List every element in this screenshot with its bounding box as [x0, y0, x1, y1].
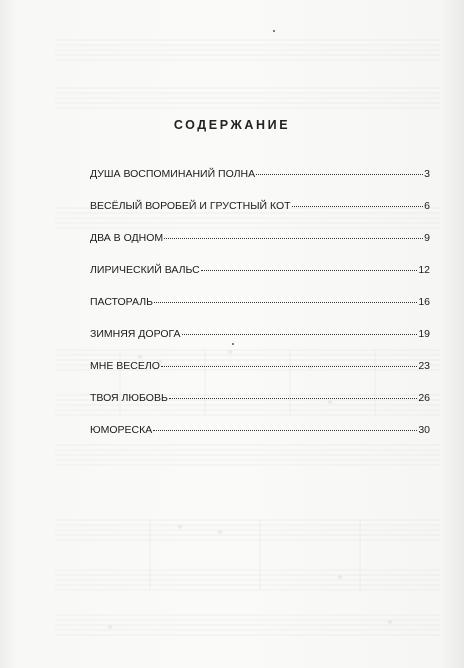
dot-leader	[169, 398, 417, 399]
dot-leader	[153, 430, 417, 431]
toc-entry-title: ТВОЯ ЛЮБОВЬ	[90, 392, 168, 404]
toc-entry-page-number: 26	[418, 392, 430, 404]
page-title: СОДЕРЖАНИЕ	[173, 118, 291, 132]
toc-entry	[90, 392, 430, 424]
toc-entry-page-number: 23	[418, 360, 430, 372]
toc-entry-page-number: 6	[424, 200, 430, 212]
toc-entry-page-number: 19	[418, 328, 430, 340]
dot-leader	[201, 270, 418, 271]
toc-entry-title: ДВА В ОДНОМ	[90, 232, 164, 244]
dot-leader	[164, 238, 423, 239]
toc-entry	[90, 328, 430, 360]
toc-entry-title: МНЕ ВЕСЕЛО	[90, 360, 160, 372]
toc-entry-title: ЮМОРЕСКА	[90, 424, 153, 436]
toc-entry-page-number: 30	[418, 424, 430, 436]
toc-entry-title: ЛИРИЧЕСКИЙ ВАЛЬС	[90, 264, 200, 276]
toc-entry-page-number: 9	[424, 232, 430, 244]
toc-entry	[90, 264, 430, 296]
toc-entry-page-number: 16	[418, 296, 430, 308]
toc-entry	[90, 424, 430, 456]
toc-entry	[90, 200, 430, 232]
toc-entry-page-number: 12	[418, 264, 430, 276]
toc-entry	[90, 232, 430, 264]
toc-entry	[90, 360, 430, 392]
dot-leader	[256, 174, 423, 175]
toc-entry	[90, 168, 430, 200]
toc-entry-page-number: 3	[424, 168, 430, 180]
toc-entry	[90, 296, 430, 328]
dot-leader	[182, 334, 418, 335]
paper-speck	[273, 30, 275, 32]
toc-entry-title: ПАСТОРАЛЬ	[90, 296, 153, 308]
table-of-contents	[90, 168, 430, 456]
toc-entry-title: ЗИМНЯЯ ДОРОГА	[90, 328, 181, 340]
dot-leader	[292, 206, 424, 207]
dot-leader	[161, 366, 417, 367]
toc-entry-title: ДУША ВОСПОМИНАНИЙ ПОЛНА	[90, 168, 256, 180]
toc-entry-title: ВЕСЁЛЫЙ ВОРОБЕЙ И ГРУСТНЫЙ КОТ	[90, 200, 291, 212]
dot-leader	[154, 302, 417, 303]
